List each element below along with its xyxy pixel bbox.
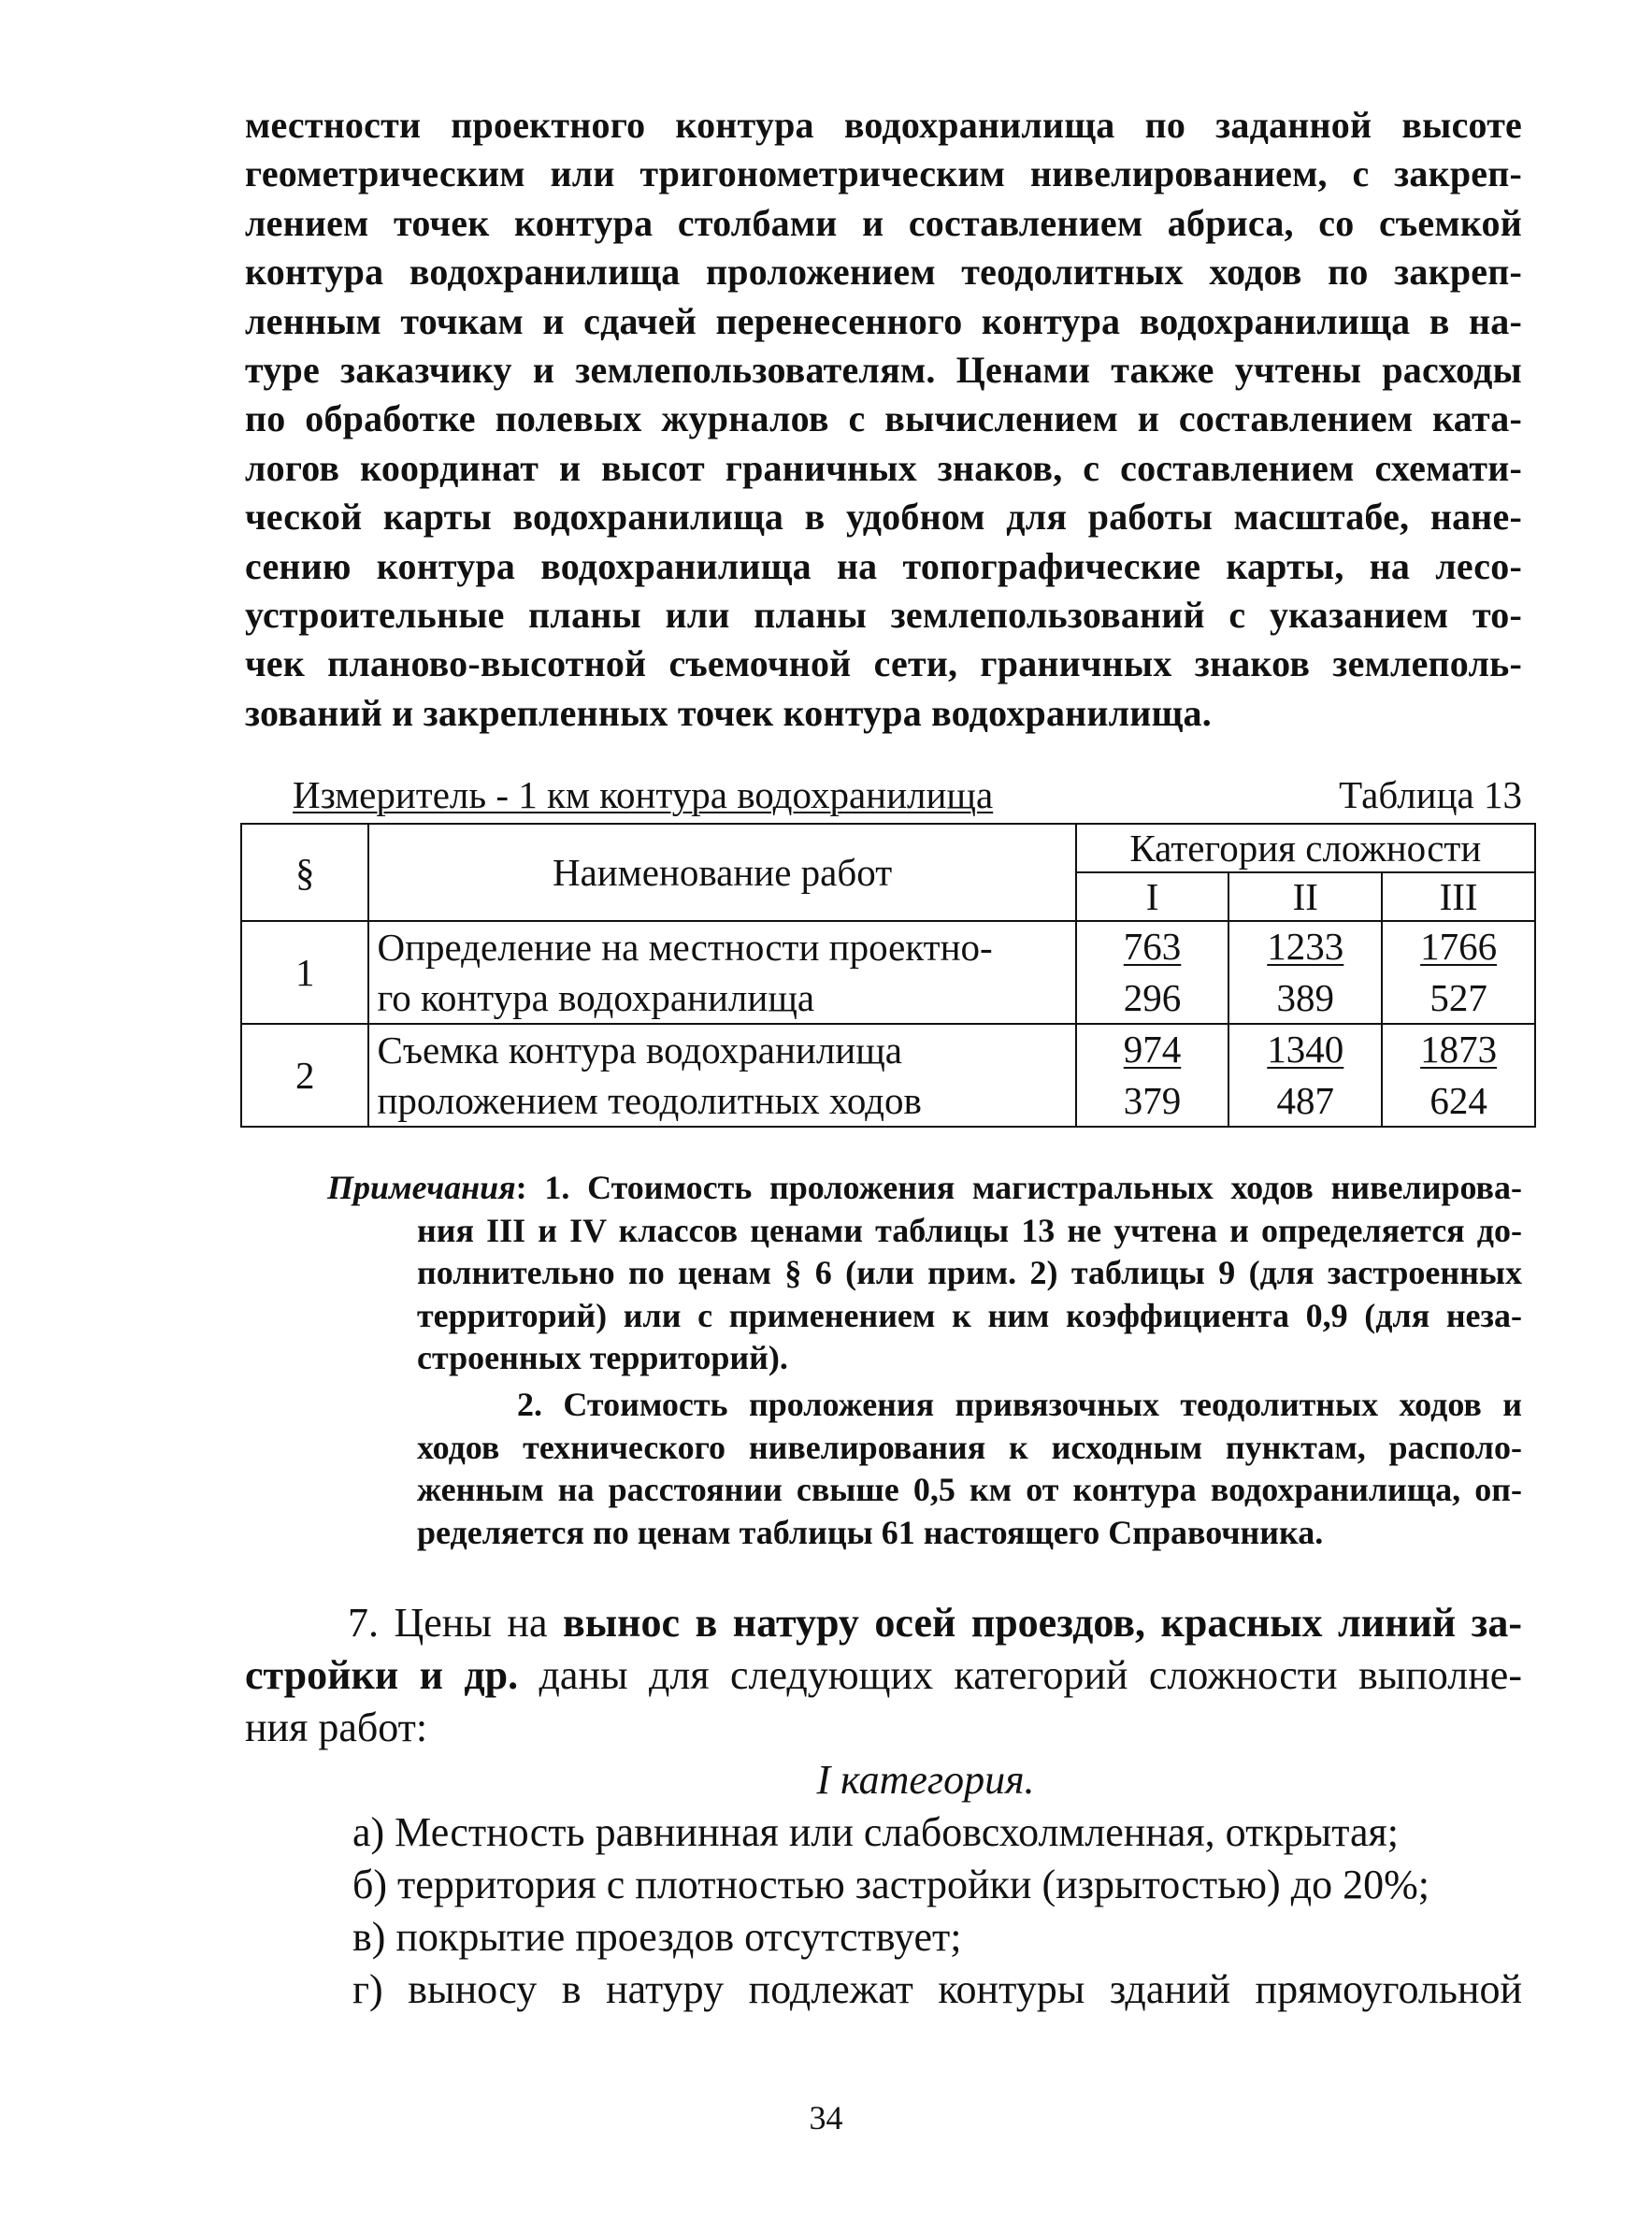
header-cat-1: I	[1076, 872, 1229, 921]
section-line: ния работ:	[245, 1705, 428, 1750]
note-line	[327, 1167, 1522, 1210]
price-office: 389	[1276, 976, 1335, 1019]
text-line: по обработке полевых журналов с вычислением и составлением ката-	[245, 397, 1522, 440]
price-office: 624	[1429, 1079, 1487, 1122]
note-line: строенных территорий).	[417, 1339, 788, 1377]
price-cell	[1076, 1024, 1229, 1127]
price-cell	[1382, 921, 1535, 1024]
list-item: г) выносу в натуру подлежат контуры зданий прямоугольной	[352, 1966, 1522, 2012]
section-bold-text: вынос в натуру осей проездов, красных линий за-	[563, 1600, 1522, 1646]
price-field: 1233	[1267, 925, 1344, 968]
text-line: зований и закрепленных точек контура водохранилища.	[245, 691, 1212, 734]
header-cat-3: III	[1382, 872, 1535, 921]
work-name-line: го контура водохранилища	[377, 976, 815, 1019]
notes-label: Примечания	[327, 1169, 516, 1206]
note-line: ния III и IV классов ценами таблицы 13 не учтена и определяется до-	[417, 1211, 1522, 1249]
row-number: 1	[241, 921, 368, 1024]
table-row	[241, 1024, 1535, 1127]
text-line: контура водохранилища проложением теодолитных ходов по закреп-	[245, 251, 1522, 294]
section-7	[245, 1597, 1522, 2016]
price-table	[240, 823, 1536, 1128]
note-line: 2. Стоимость проложения привязочных теодолитных ходов и	[517, 1385, 1522, 1423]
notes-block	[327, 1167, 1522, 1554]
note-line: ределяется по ценам таблицы 61 настоящего Справочника.	[417, 1513, 1324, 1551]
text-line: устроительные планы или планы землепользований с указанием то-	[245, 594, 1522, 637]
price-cell	[1228, 1024, 1382, 1127]
price-cell	[1382, 1024, 1535, 1127]
row-number: 2	[241, 1024, 368, 1127]
price-cell	[1228, 921, 1382, 1024]
header-section: §	[241, 824, 368, 921]
text-line: геометрическим или тригонометрическим нивелированием, с закреп-	[245, 152, 1522, 195]
text-line: туре заказчику и землепользователям. Ценами также учтены расходы	[245, 349, 1522, 392]
text-line: лением точек контура столбами и составлением абриса, со съемкой	[245, 201, 1522, 244]
table-label: Таблица 13	[1339, 773, 1522, 816]
price-office: 487	[1276, 1079, 1335, 1122]
table-header-row	[241, 824, 1535, 872]
text-line: ческой карты водохранилища в удобном для работы масштабе, нане-	[245, 496, 1522, 539]
page-number: 34	[809, 2099, 843, 2136]
note-line: территорий) или с применением к ним коэффициента 0,9 (для неза-	[417, 1296, 1522, 1334]
table-caption	[293, 772, 1522, 817]
text-line: ленным точкам и сдачей перенесенного контура водохранилища в на-	[245, 299, 1522, 342]
work-name-line: Определение на местности проектно-	[377, 926, 993, 969]
note-line: ходов технического нивелирования к исходным пунктам, располо-	[417, 1428, 1522, 1466]
header-work-name: Наименование работ	[368, 824, 1075, 921]
price-field: 1340	[1267, 1028, 1344, 1071]
header-category: Категория сложности	[1076, 824, 1535, 872]
category-heading: I категория.	[816, 1757, 1035, 1803]
section-line	[245, 1649, 1522, 1702]
list-item: в) покрытие проездов отсутствует;	[352, 1914, 962, 1960]
text-line: чек планово-высотной съемочной сети, граничных знаков землеполь-	[245, 642, 1522, 685]
list-item: а) Местность равнинная или слабовсхолмленная, открытая;	[352, 1809, 1399, 1855]
row-work-name	[368, 921, 1075, 1024]
row-work-name	[368, 1024, 1075, 1127]
note-line: женным на расстоянии свыше 0,5 км от контура водохранилища, оп-	[417, 1471, 1522, 1509]
header-cat-2: II	[1228, 872, 1382, 921]
price-office: 379	[1123, 1079, 1182, 1122]
intro-paragraph	[245, 101, 1522, 738]
list-item: б) территория с плотностью застройки (изрытостью) до 20%;	[352, 1862, 1429, 1907]
price-office: 296	[1123, 976, 1182, 1019]
text-line: сению контура водохранилища на топографические карты, на лесо-	[245, 544, 1522, 587]
text-line: логов координат и высот граничных знаков, с составлением схемати-	[245, 446, 1522, 489]
price-field: 1766	[1420, 925, 1498, 968]
text-line: местности проектного контура водохранилища по заданной высоте	[245, 104, 1522, 146]
price-field: 763	[1123, 925, 1182, 968]
section-line	[245, 1597, 1522, 1649]
price-field: 974	[1123, 1028, 1182, 1071]
price-field: 1873	[1420, 1028, 1498, 1071]
note-line: полнительно по ценам § 6 (или прим. 2) таблицы 9 (для застроенных	[417, 1254, 1522, 1292]
section-bold-text: стройки и др.	[245, 1652, 519, 1698]
price-cell	[1076, 921, 1229, 1024]
price-office: 527	[1429, 976, 1487, 1019]
section-text: даны для следующих категорий сложности выполне-	[518, 1652, 1522, 1698]
section-number: 7. Цены на	[348, 1600, 563, 1646]
note-text: : 1. Стоимость проложения магистральных ходов нивелирова-	[515, 1169, 1522, 1206]
work-name-line: Съемка контура водохранилища	[377, 1029, 902, 1072]
table-measure: Измеритель - 1 км контура водохранилища	[293, 773, 994, 816]
table-row	[241, 921, 1535, 1024]
work-name-line: проложением теодолитных ходов	[377, 1079, 922, 1122]
